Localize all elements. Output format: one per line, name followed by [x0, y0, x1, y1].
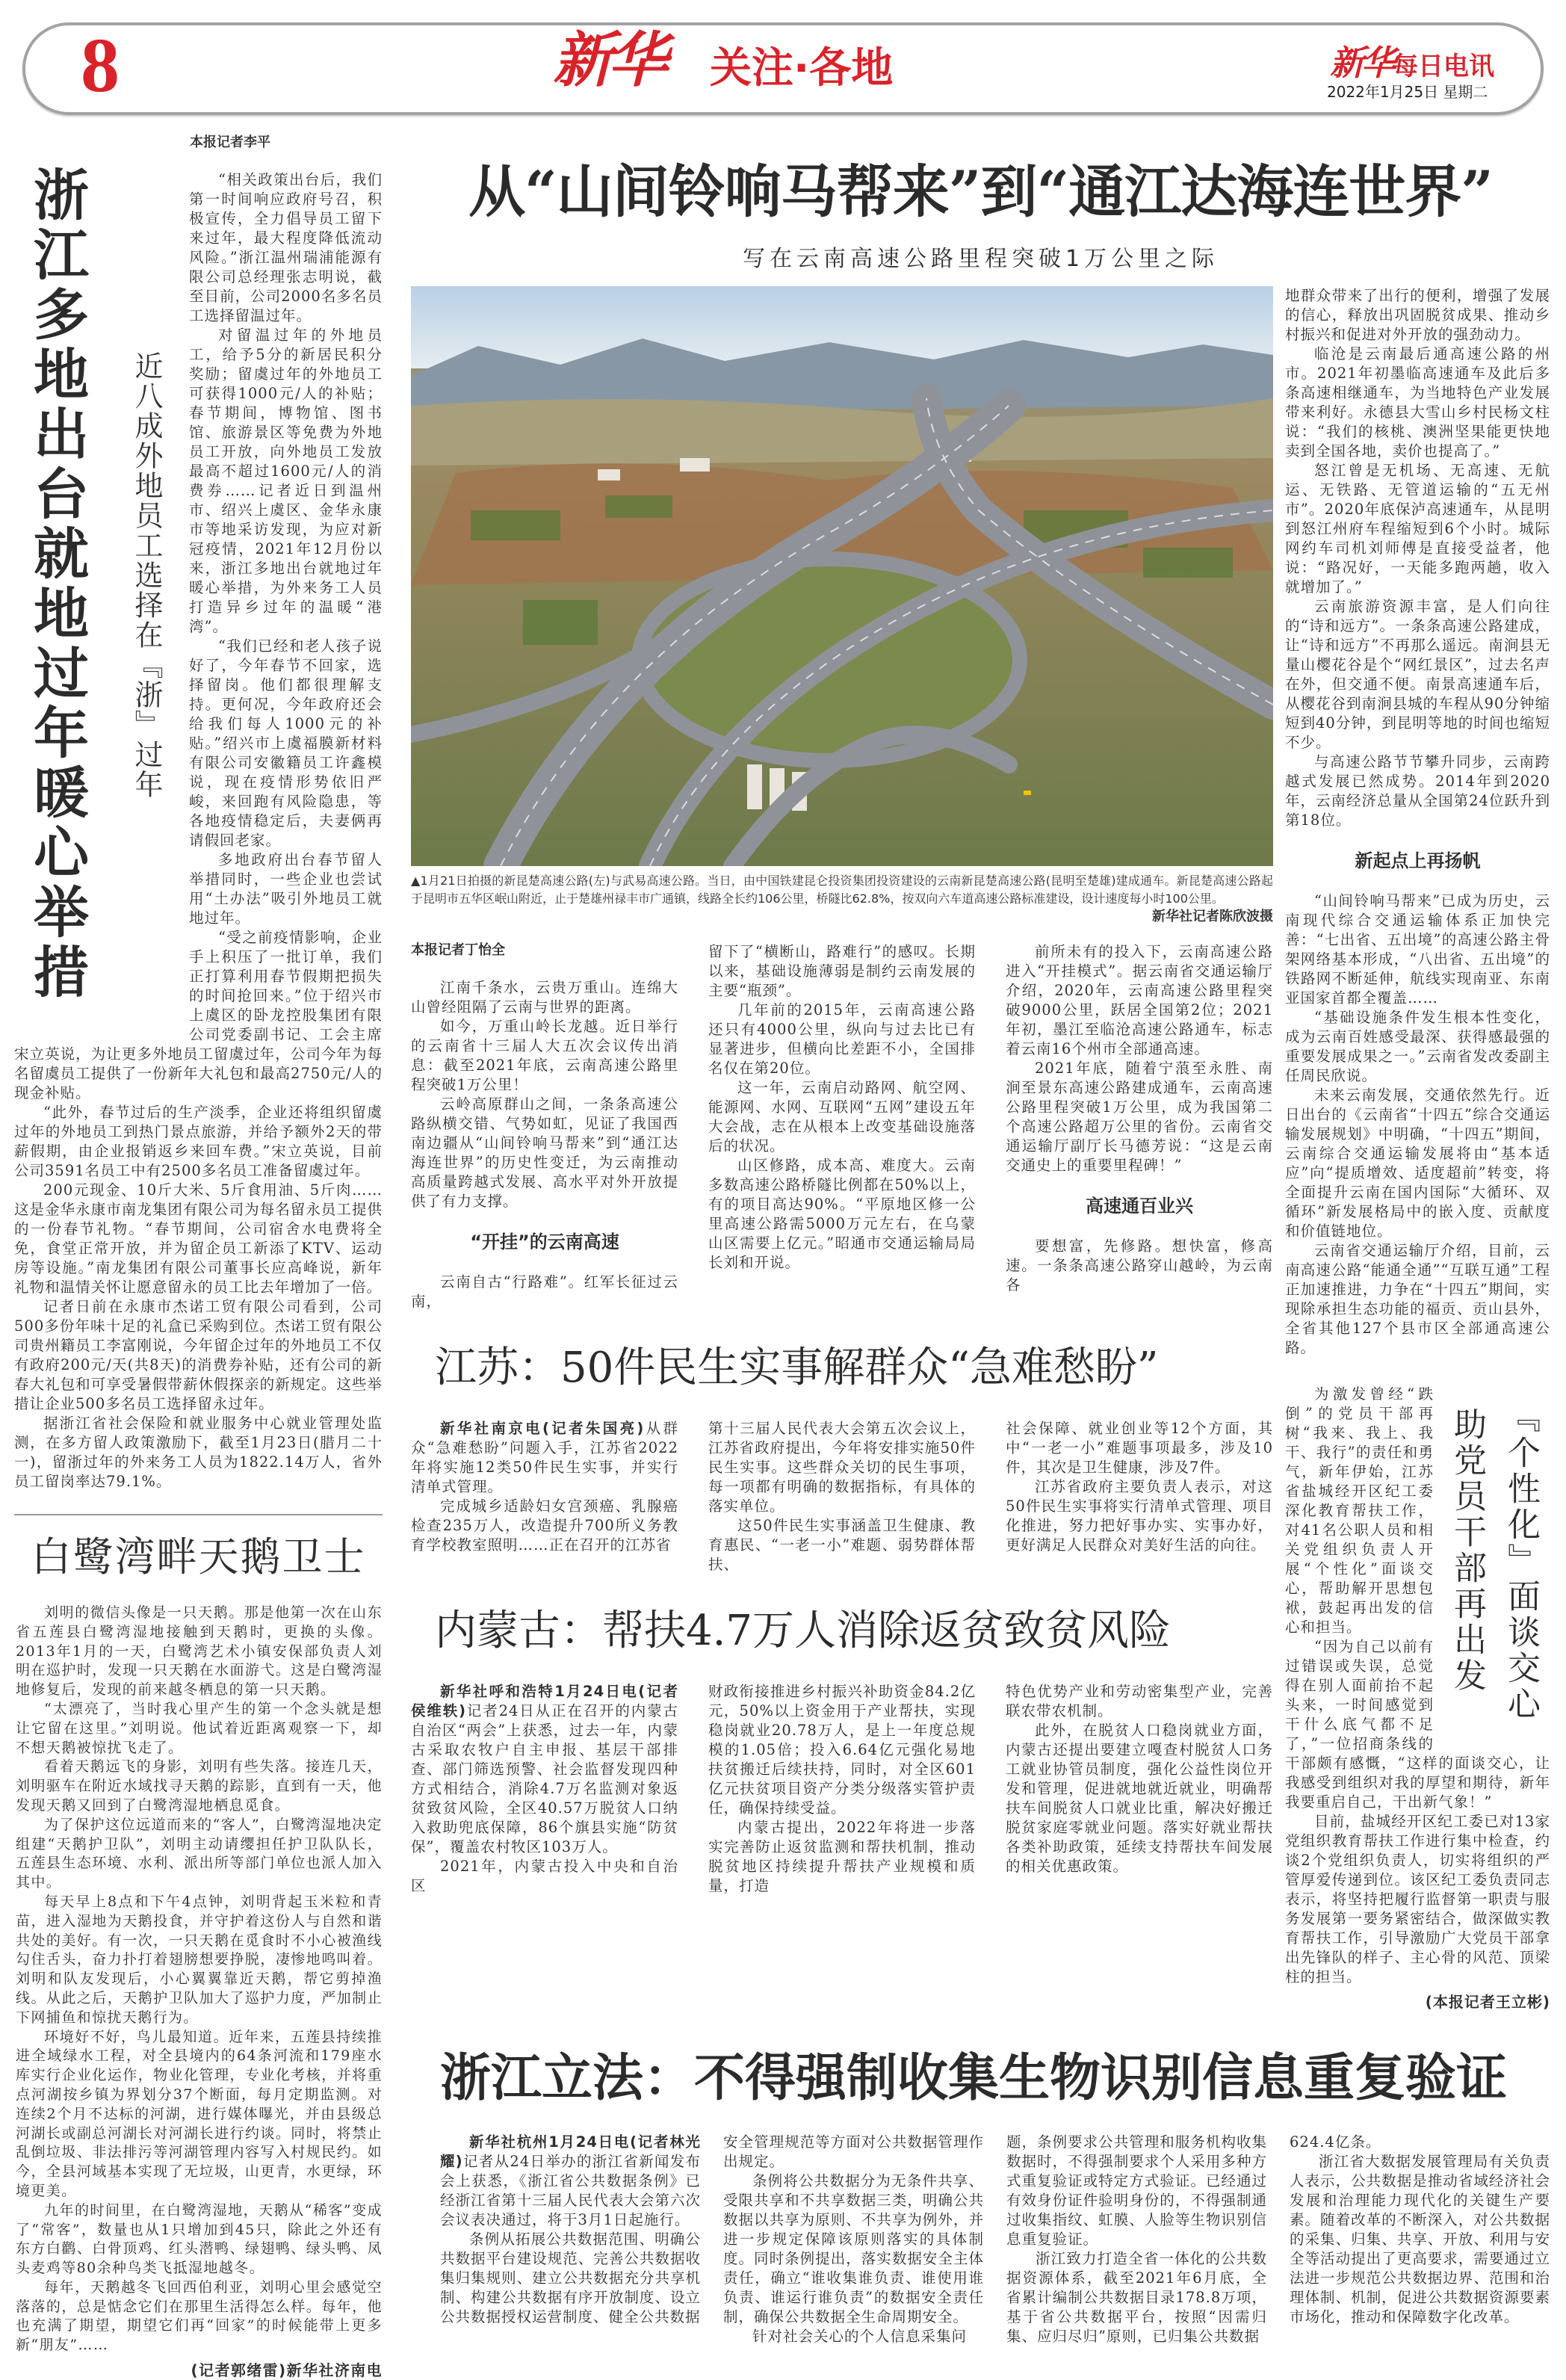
article-column [723, 2133, 984, 2346]
text: (记者郭绪雷)新华社济南电 [191, 2361, 383, 2380]
lead-headline: 从“山间铃响马帮来”到“通江达海连世界” [468, 158, 1493, 225]
paper-logo-mark: 新华 [1330, 43, 1393, 83]
paragraph [1290, 2152, 1550, 2327]
paragraph [16, 2028, 383, 2201]
text: 为了保护这位远道而来的“客人”，白鹭湾湿地决定组建“天鹅护卫队”，刘明主动请缨担任护卫队队长，五莲县生态环境、水利、派出所等部门单位也派人加入其中。 [16, 1816, 383, 1891]
text: 这50件民生实事涵盖卫生健康、教育惠民、“一老一小”难题、弱势群体帮扶、 [708, 1516, 976, 1573]
lead-subheadline: 写在云南高速公路里程突破1万公里之际 [742, 245, 1219, 272]
text: 完成城乡适龄妇女宫颈癌、乳腺癌检查235万人，改造提升700所义务教育学校教室照明……正在召开的江苏省 [411, 1497, 678, 1554]
text: 财政衔接推进乡村振兴补助资金84.2亿元，50%以上资金用于产业帮扶，实现稳岗就业20.78万人，是上一年度总规模的1.05倍；投入6.64亿元强化易地扶贫搬迁后续扶持，同时，对全区601亿元扶贫项目资产分类分级落实管护责任，确保持续受益。 [708, 1683, 976, 1817]
paragraph [440, 2133, 701, 2230]
text: 针对社会关心的个人信息采集问 [752, 2327, 968, 2345]
text: 留下了“横断山，路难行”的感叹。长期以来，基础设施薄弱是制约云南发展的主要“瓶颈”。 [708, 942, 976, 999]
paragraph [411, 1017, 678, 1095]
text: 安全管理规范等方面对公共数据管理作出规定。 [723, 2133, 984, 2170]
article-columns [411, 2133, 1550, 2346]
photo-credit: 新华社记者陈欣波摄 [1152, 908, 1273, 924]
paragraph [411, 1857, 678, 1896]
paragraph [411, 1419, 678, 1497]
paragraph [1006, 1419, 1273, 1477]
paragraph [708, 1682, 976, 1818]
article-column [708, 942, 976, 1273]
article-column [440, 2133, 701, 2327]
article-column [411, 942, 678, 1311]
article-column [1006, 942, 1273, 1295]
xinhua-logo: 新华 [553, 25, 663, 95]
paragraph [708, 942, 976, 1001]
section-subheading [411, 1231, 678, 1253]
paragraph [1285, 752, 1550, 830]
text: 与高速公路节节攀升同步，云南跨越式发展已然成势。2014年到2020年，云南经济总量从全国第24位跃升到第18位。 [1285, 752, 1550, 829]
text: “此外，春节过后的生产淡季，企业还将组织留虞过年的外地员工到热门景点旅游，并给予额外2天的带薪假期，由企业报销返乡来回车费。”宋立英说，目前公司3591名员工中有2500多名员工准备留虞过年。 [14, 1104, 383, 1179]
text: 此外，在脱贫人口稳岗就业方面，内蒙古还提出要建立嘎查村脱贫人口务工就业协管员制度，强化公益性岗位开发和管理，促进就地就近就业，明确帮扶车间脱贫人口就业比重，解决好搬迁脱贫家庭零就业问题。落实好就业帮扶各类补助政策，延续支持帮扶车间发展的相关优惠政策。 [1006, 1722, 1273, 1876]
paragraph [1285, 891, 1550, 1008]
paragraph [1006, 1477, 1273, 1555]
text: “基础设施条件发生根本性变化，成为云南百姓感受最深、获得感最强的重要发展成果之一。”云南省发改委副主任周民欣说。 [1285, 1008, 1550, 1084]
text: 条例从拓展公共数据范围、明确公共数据平台建设规范、完善公共数据收集归集规则、建立公共数据充分共享机制、构建公共数据有序开放制度、设立公共数据授权运营制度、健全公共数据 [440, 2230, 701, 2325]
paragraph [1285, 286, 1550, 344]
text: 未来云南发展，交通依然先行。近日出台的《云南省“十四五”综合交通运输发展规划》中明确，“十四五”期间，云南综合交通运输发展将由“基本适应”向“提质增效、适度超前”转变，将全面提升云南在国内国际“大循环、双循环”新发展格局中的嵌入度、贡献度和价值链地位。 [1285, 1086, 1550, 1240]
text: 山区修路，成本高、难度大。云南多数高速公路桥隧比例都在50%以上，有的项目高达90%。“平原地区修一公里高速公路需5000万元左右，在乌蒙山区需要上亿元。”昭通市交通运输局局长刘和开说。 [708, 1156, 976, 1271]
paragraph [411, 1682, 678, 1857]
paragraph [1006, 942, 1273, 1059]
text: 看着天鹅远飞的身影，刘明有些失落。接连几天，刘明驱车在附近水域找寻天鹅的踪影，直到有一天，他发现天鹅又回到了白鹭湾湿地栖息觅食。 [16, 1758, 383, 1814]
page-number: 8 [81, 22, 120, 108]
text: “因为自己以前有过错误或失误，总觉得在别人面前抬不起头来，一时间感觉到干什么底气都不足了，”一位招商条线的干部颇有感慨，“这样的面谈交心，让我感受到组织对我的厚望和期待，新年我要重启自己，干出新气象！” [1285, 1637, 1550, 1811]
dateline: 新华社南京电(记者朱国亮) [440, 1419, 645, 1437]
text: 据浙江省社会保险和就业服务中心就业管理处监测，在多方留人政策激励下，截至1月23日(腊月二十一)，留浙过年的外来务工人员为1822.14万人，省外员工留岗率达79.1%。 [14, 1415, 383, 1490]
text: 怒江曾是无机场、无高速、无航运、无铁路、无管道运输的“五无州市”。2020年底保泸高速通车，从昆明到怒江州府车程缩短到6个小时。城际网约车司机刘师傅是直接受益者，他说：“路况好，一天能多跑两趟，收入就增加了。” [1285, 461, 1550, 596]
article-columns [411, 1419, 1273, 1574]
center-block [411, 286, 1273, 1897]
paragraph [708, 1001, 976, 1078]
text: “相关政策出台后，我们第一时间响应政府号召，积极宣传，全力倡导员工留下来过年，最大程度降低流动风险。”浙江温州瑞浦能源有限公司总经理张志明说，截至目前，公司2000名多名员工选择留温过年。 [189, 171, 383, 324]
text: “山间铃响马帮来”已成为历史，云南现代综合交通运输体系正加快完善：“七出省、五出境”的高速公路主骨架网络基本形成，“八出省、五出境”的铁路网不断延伸，航线实现南亚、东南亚国家首都全覆盖…… [1285, 891, 1550, 1007]
article-body [1285, 1385, 1550, 2012]
text: 几年前的2015年，云南高速公路还只有4000公里，纵向与过去比已有显著进步，但横向比差距不小，全国排名仅在第20位。 [708, 1001, 976, 1077]
article-columns [411, 1682, 1273, 1896]
paragraph [1290, 2133, 1550, 2152]
text: 云岭高原群山之间，一条条高速公路纵横交错、气势如虹，见证了我国西南边疆从“山间铃响马帮来”到“通江达海连世界”的历史性变迁，为云南推动高质量跨越式发展、高水平对外开放提供了有力支撑。 [411, 1095, 678, 1210]
paragraph [14, 1297, 383, 1414]
text: 浙江省大数据发展管理局有关负责人表示，公共数据是推动省域经济社会发展和治理能力现代化的关键生产要素。随着改革的不断深入，对公共数据的采集、归集、共享、开放、利用与安全等活动提出了更高要求，需要通过立法进一步规范公共数据边界、范围和治理体制、机制，促进公共数据资源要素市场化，推动和保障数字化改革。 [1290, 2152, 1550, 2325]
paper-name: 每日电讯 [1393, 52, 1494, 81]
paragraph [440, 2230, 701, 2327]
paragraph [411, 1273, 678, 1311]
paragraph [1285, 344, 1550, 461]
paragraph [708, 1516, 976, 1574]
right-block [1285, 286, 1550, 2012]
text: 为激发曾经“跌倒”的党员干部再树“我来、我上、我干、我行”的责任和勇气，新年伊始，江苏省盐城经开区纪工委深化教育帮扶工作，对41名公职人员和相关党组织负责人开展“个性化”面谈交心，帮助解开思想包袱，鼓起再出发的信心和担当。 [1285, 1385, 1434, 1636]
text: 要想富，先修路。想快富，修高速。一条条高速公路穿山越岭，为云南各 [1006, 1237, 1273, 1293]
text: 条例将公共数据分为无条件共享、受限共享和不共享数据三类，明确公共数据以共享为原则、不共享为例外，并进一步规定保障该原则落实的具体制度。同时条例提出，落实数据安全主体责任，确立“谁收集谁负责、谁使用谁负责、谁运行谁负责”的数据安全责任制，确保公共数据全生命周期安全。 [723, 2172, 984, 2325]
paragraph [1285, 1241, 1550, 1358]
article-columns [411, 942, 1273, 1311]
paragraph [708, 1419, 976, 1516]
text: 多地政府出台春节留人举措同时，一些企业也尝试用“土办法”吸引外地员工就地过年。 [189, 851, 383, 927]
author-credit [1285, 1990, 1550, 2012]
paragraph [411, 1095, 678, 1211]
byline [411, 942, 678, 959]
paragraph [1006, 1682, 1273, 1721]
article-column [1006, 1682, 1273, 1876]
paragraph [708, 1818, 976, 1896]
text: 对留温过年的外地员工，给予5分的新居民积分奖励；留虞过年的外地员工可获得1000元/人的补贴；春节期间，博物馆、图书馆、旅游景区等免费为外地员工开放，向外地员工发放最高不超过1600元/人的消费券……记者近日到温州市、绍兴上虞区、金华永康市等地采访发现，为应对新冠疫情，2021年12月份以来，浙江多地出台就地过年暖心举措，为外来务工人员打造异乡过年的温暖“港湾”。 [189, 327, 383, 635]
text: 题，条例要求公共管理和服务机构收集数据时，不得强制要求个人采用多种方式重复验证或特定方式验证。已经通过有效身份证件验明身份的，不得强制通过收集指纹、虹膜、人脸等生物识别信息重复验证。 [1006, 2133, 1267, 2248]
article-headline: 江苏：50件民生实事解群众“急难愁盼” [435, 1343, 1159, 1392]
caption-text: ▲1月21日拍摄的新昆楚高速公路(左)与武易高速公路。当日，由中国铁建昆仑投资集团投资建设的云南新昆楚高速公路(昆明至楚雄)建成通车。新昆楚高速公路起于昆明市五华区岷山附近，止于楚雄州禄丰市广通镇，线路全长约106公里，桥隧比62.8%，按双向六车道高速公路标准建设，设计速度每小时100公里。 [411, 873, 1273, 906]
article-headline: 浙江多地出台就地过年暖心举措 [25, 166, 89, 1003]
paragraph [708, 1078, 976, 1156]
text: 2021年底，随着宁蒗至永胜、南涧至景东高速公路建成通车，云南高速公路里程突破1万公里，成为我国第二个高速公路超万公里的省份。云南省交通运输厅副厅长马德芳说：“这是云南交通史上的重要里程碑！” [1006, 1059, 1273, 1174]
paper-logo [1330, 36, 1494, 85]
paragraph [1285, 597, 1550, 752]
text: 刘明的微信头像是一只天鹅。那是他第一次在山东省五莲县白鹭湾湿地接触到天鹅时，更换的头像。2013年1月的一天，白鹭湾艺术小镇安保部负责人刘明在巡护时，发现一只天鹅在水面游弋。这是白鹭湾湿地修复后，发现的前来越冬栖息的第一只天鹅。 [16, 1604, 383, 1699]
text: 第十三届人民代表大会第五次会议上，江苏省政府提出，今年将安排实施50件民生实事。这些群众关切的民生事项，每一项都有明确的数据指标，有具体的落实单位。 [708, 1419, 976, 1515]
text: 每年，天鹅越冬飞回西伯利亚，刘明心里会感觉空落落的，总是惦念它们在那里生活得怎么样。每年，他也充满了期望，期望它们再“回家”的时候能带上更多新“朋友”…… [16, 2278, 383, 2354]
text: 如今，万重山岭长龙越。近日举行的云南省十三届人大五次会议传出消息：截至2021年底，云南高速公路里程突破1万公里！ [411, 1017, 678, 1093]
text: 地群众带来了出行的便利，增强了发展的信心，释放出巩固脱贫成果、推动乡村振兴和促进对外开放的强劲动力。 [1285, 286, 1550, 343]
paragraph [16, 2201, 383, 2278]
author-credit [16, 2358, 383, 2380]
text: 新起点上再扬帆 [1355, 850, 1481, 871]
text: 624.4亿条。 [1290, 2133, 1381, 2151]
article-column [411, 1419, 678, 1555]
paragraph [16, 1758, 383, 1815]
text: 九年的时间里，在白鹭湾湿地，天鹅从“稀客”变成了“常客”，数量也从1只增加到45只，除此之外还有东方白鹳、白骨顶鸡、红头潜鸭、绿翅鸭、绿头鸭、凤头麦鸡等80余种鸟类飞抵湿地越冬。 [16, 2201, 383, 2277]
paragraph [16, 1700, 383, 1758]
text: 环境好不好，鸟儿最知道。近年来，五莲县持续推进全域绿水工程，对全县境内的64条河流和179座水库实行企业化运作，物业化管理，专业化考核，并将重点河湖按乡镇为界划分37个断面，每月定期监测。对连续2个月不达标的河湖，进行媒体曝光，并由县级总河湖长或副总河湖长对河湖长进行约谈。同时，将禁止乱倒垃圾、非法排污等河湖管理内容写入村规民约。如今，全县河域基本实现了无垃圾，山更青，水更绿，环境更美。 [16, 2028, 383, 2199]
section-subheading [1285, 850, 1550, 872]
title-space [14, 166, 189, 1037]
highway-interchange-photo [411, 286, 1273, 866]
paragraph [1006, 2133, 1267, 2249]
left-column [14, 135, 383, 2380]
article-headline: 内蒙古：帮扶4.7万人消除返贫致贫风险 [435, 1606, 1172, 1655]
paragraph [723, 2172, 984, 2327]
article-subheadline: 近八成外地员工选择在『浙』过年 [130, 351, 163, 800]
text: 云南省交通运输厅介绍，目前，云南高速公路“能通全通”“互联互通”工程正加速推进，力争在“十四五”期间，实现除承担生态功能的福贡、贡山县外，全省其他127个县市区全部通高速公路。 [1285, 1241, 1550, 1356]
article-body [14, 166, 383, 1492]
paragraph [708, 1156, 976, 1273]
paragraph [411, 1497, 678, 1555]
text: 云南旅游资源丰富，是人们向往的“诗和远方”。一条条高速公路建成，让“诗和远方”不再那么遥远。南涧县无量山樱花谷是个“网红景区”，过去名声在外，但交通不便。南景高速通车后，从樱花谷到南涧县城的车程从90分钟缩短到40分钟，到昆明等地的时间也缩短不少。 [1285, 597, 1550, 751]
text: 临沧是云南最后通高速公路的州市。2021年初墨临高速通车及此后多条高速相继通车，为当地特色产业发展带来利好。永德县大雪山乡村民杨文柱说：“我们的核桃、澳洲坚果能更快地卖到全国各地，卖价也提高了。” [1285, 344, 1550, 460]
text: 前所未有的投入下，云南高速公路进入“开挂模式”。据云南省交通运输厅介绍，2020年，云南高速公路里程突破9000公里，跃居全国第2位；2021年初，墨江至临沧高速公路通车，标志着云南16个州市全部通高速。 [1006, 942, 1273, 1057]
article-column [1006, 1419, 1273, 1555]
paragraph [1285, 1008, 1550, 1086]
paragraph [1006, 1059, 1273, 1175]
paragraph [1285, 1812, 1550, 1987]
dateline: 新华社杭州1月24日电(记者林光耀) [440, 2133, 701, 2170]
paragraph [16, 2278, 383, 2355]
text: 社会保障、就业创业等12个方面，其中“一老一小”难题事项最多，涉及10件，其次是卫生健康，涉及7件。 [1006, 1419, 1273, 1476]
dateline: 新华社呼和浩特1月24日电(记者侯维轶) [411, 1683, 678, 1720]
text: 特色优势产业和劳动密集型产业，完善联农带农机制。 [1006, 1683, 1273, 1720]
article-column [1285, 286, 1550, 1358]
paragraph [16, 1816, 383, 1893]
text: 江南千条水，云贵万重山。连绵大山曾经阻隔了云南与世界的距离。 [411, 978, 678, 1016]
article-column [708, 1682, 976, 1896]
article-column [1006, 2133, 1267, 2346]
paragraph [1285, 1086, 1550, 1241]
article-subheadline: 助党员干部再出发 [1448, 1406, 1486, 1694]
text: 内蒙古提出，2022年将进一步落实完善防止返贫监测和帮扶机制，推动脱贫地区持续提升帮扶产业规模和质量，打造 [708, 1819, 976, 1895]
paragraph [723, 2327, 984, 2346]
text: 200元现金、10斤大米、5斤食用油、5斤肉……这是金华永康市南龙集团有限公司为每名留永员工提供的一份春节礼物。“春节期间，公司宿舍水电费将全免，食堂正常开放，并为留企员工新添了KTV、运动房等设施。”南龙集团有限公司董事长应高峰说，新年礼物和温情关怀让愿意留永的员工比去年增加了一倍。 [14, 1181, 383, 1296]
text: 记者日前在永康市杰诺工贸有限公司看到，公司500多份年味十足的礼盒已采购到位。杰诺工贸有限公司贵州籍员工李富刚说，今年留企过年的外地员工不仅有政府200元/天(共8天)的消费券补贴，还有公司的新春大礼包和可享受暑假带薪休假探亲的新规定。这些举措让企业500多名员工选择留永过年。 [14, 1298, 383, 1412]
text: 目前，盐城经开区纪工委已对13家党组织教育帮扶工作进行集中检查，约谈2个党组织负责人，切实将组织的严管厚爱传递到位。该区纪工委负责同志表示，将坚持把履行监督第一职责与服务发展第一要务紧密结合，做深做实教育帮扶工作，引导激励广大党员干部拿出先锋队的样子、主心骨的风范、顶梁柱的担当。 [1285, 1812, 1550, 1985]
text: 这一年，云南启动路网、航空网、能源网、水网、互联网“五网”建设五年大会战，志在从根本上改变基础设施落后的状况。 [708, 1078, 976, 1155]
text: (本报记者王立彬) [1425, 1992, 1550, 2011]
paragraph [14, 1103, 383, 1181]
article-headline: 白鹭湾畔天鹅卫士 [31, 1533, 366, 1580]
text: 浙江致力打造全省一体化的公共数据资源体系，截至2021年6月底，全省累计编制公共数据目录178.8万项，基于省公共数据平台，按照“因需归集、应归尽归”原则，已归集公共数据 [1006, 2249, 1267, 2345]
text: “受之前疫情影响，企业手上积压了一批订单，我们正打算利用春节假期把损失的时间抢回来。”位于绍兴市上虞区的卧龙控股集团有限公司党委副书记、工会主席宋立英说，为让更多外地员工留虞过年，公司今年为每名留虞员工提供了一份新年大礼包和最高2750元/人的现金补贴。 [14, 929, 383, 1101]
paragraph [14, 1181, 383, 1297]
photo-caption [411, 872, 1273, 926]
text: 云南自古“行路难”。红军长征过云南， [411, 1273, 678, 1310]
article-headline: 浙江立法：不得强制收集生物识别信息重复验证 [440, 2047, 1508, 2108]
paragraph [1006, 2249, 1267, 2346]
paragraph [1006, 1237, 1273, 1295]
text: 记者24日从正在召开的内蒙古自治区“两会”上获悉，过去一年，内蒙古采取农牧户自主申报、基层干部排查、部门筛选预警、社会监督发现四种方式相结合，消除4.7万名监测对象返贫致贫风险，全区40.57万脱贫人口纳入救助兜底保障，86个旗县实施“防贫保”，覆盖农村牧区103万人。 [411, 1702, 678, 1856]
paragraph [1006, 1721, 1273, 1876]
text: 本报记者丁怡全 [411, 942, 505, 958]
text: 2021年，内蒙古投入中央和自治区 [411, 1858, 678, 1895]
text: 记者从24日举办的浙江省新闻发布会上获悉，《浙江省公共数据条例》已经浙江省第十三届人民代表大会第六次会议表决通过，将于3月1日起施行。 [440, 2152, 701, 2228]
divider [14, 1514, 383, 1515]
paragraph [1285, 461, 1550, 597]
text: “太漂亮了，当时我心里产生的第一个念头就是想让它留在这里。”刘明说。他试着近距离观察一下，却不想天鹅被惊扰飞走了。 [16, 1700, 383, 1756]
issue-date: 2022年1月25日 星期二 [1327, 83, 1488, 101]
paragraph [411, 978, 678, 1017]
text: “我们已经和老人孩子说好了，今年春节不回家，选择留岗。他们都很理解支持。更何况，今年政府还会给我们每人1000元的补贴。”绍兴市上虞福膜新材料有限公司安徽籍员工许鑫模说，现在疫情形势依旧严峻，来回跑有风险隐患，等各地疫情稳定后，夫妻俩再请假回老家。 [189, 637, 383, 849]
paragraph [14, 1414, 383, 1492]
paragraph [16, 1604, 383, 1700]
main-stories [411, 158, 1550, 2346]
text: “开挂”的云南高速 [470, 1231, 619, 1252]
vertical-headline-block [1438, 1385, 1550, 1751]
article-column [411, 1682, 678, 1896]
text: 江苏省政府主要负责人表示，对这50件民生实事将实行清单式管理、项目化推进，努力把好事办实、实事办好，更好满足人民群众对美好生活的向往。 [1006, 1477, 1273, 1554]
article-body [14, 1604, 383, 2380]
article-column [708, 1419, 976, 1574]
article-headline: 『个性化』面谈交心 [1502, 1399, 1540, 1722]
section-title: 关注·各地 [710, 44, 894, 93]
paragraph [723, 2133, 984, 2172]
paragraph [16, 1893, 383, 2028]
text: 每天早上8点和下午4点钟，刘明背起玉米粒和青苗，进入湿地为天鹅投食，并守护着这份人与自然和谐共处的美好。有一次，一只天鹅在觅食时不小心被渔线勾住舌头，奋力扑打着翅膀想要挣脱，凄惨地鸣叫着。刘明和队友发现后，小心翼翼靠近天鹅，帮它剪掉渔线。从此之后，天鹅护卫队加大了巡护力度，严加制止下网捕鱼和惊扰天鹅行为。 [16, 1893, 383, 2026]
byline: 本报记者李平 [190, 135, 270, 150]
article-column [1290, 2133, 1550, 2327]
section-subheading [1006, 1195, 1273, 1217]
story-row [411, 286, 1550, 2012]
text: 从群众“急难愁盼”问题入手，江苏省2022年将实施12类50件民生实事，并实行清单式管理。 [411, 1419, 678, 1495]
text: 高速通百业兴 [1086, 1195, 1193, 1217]
